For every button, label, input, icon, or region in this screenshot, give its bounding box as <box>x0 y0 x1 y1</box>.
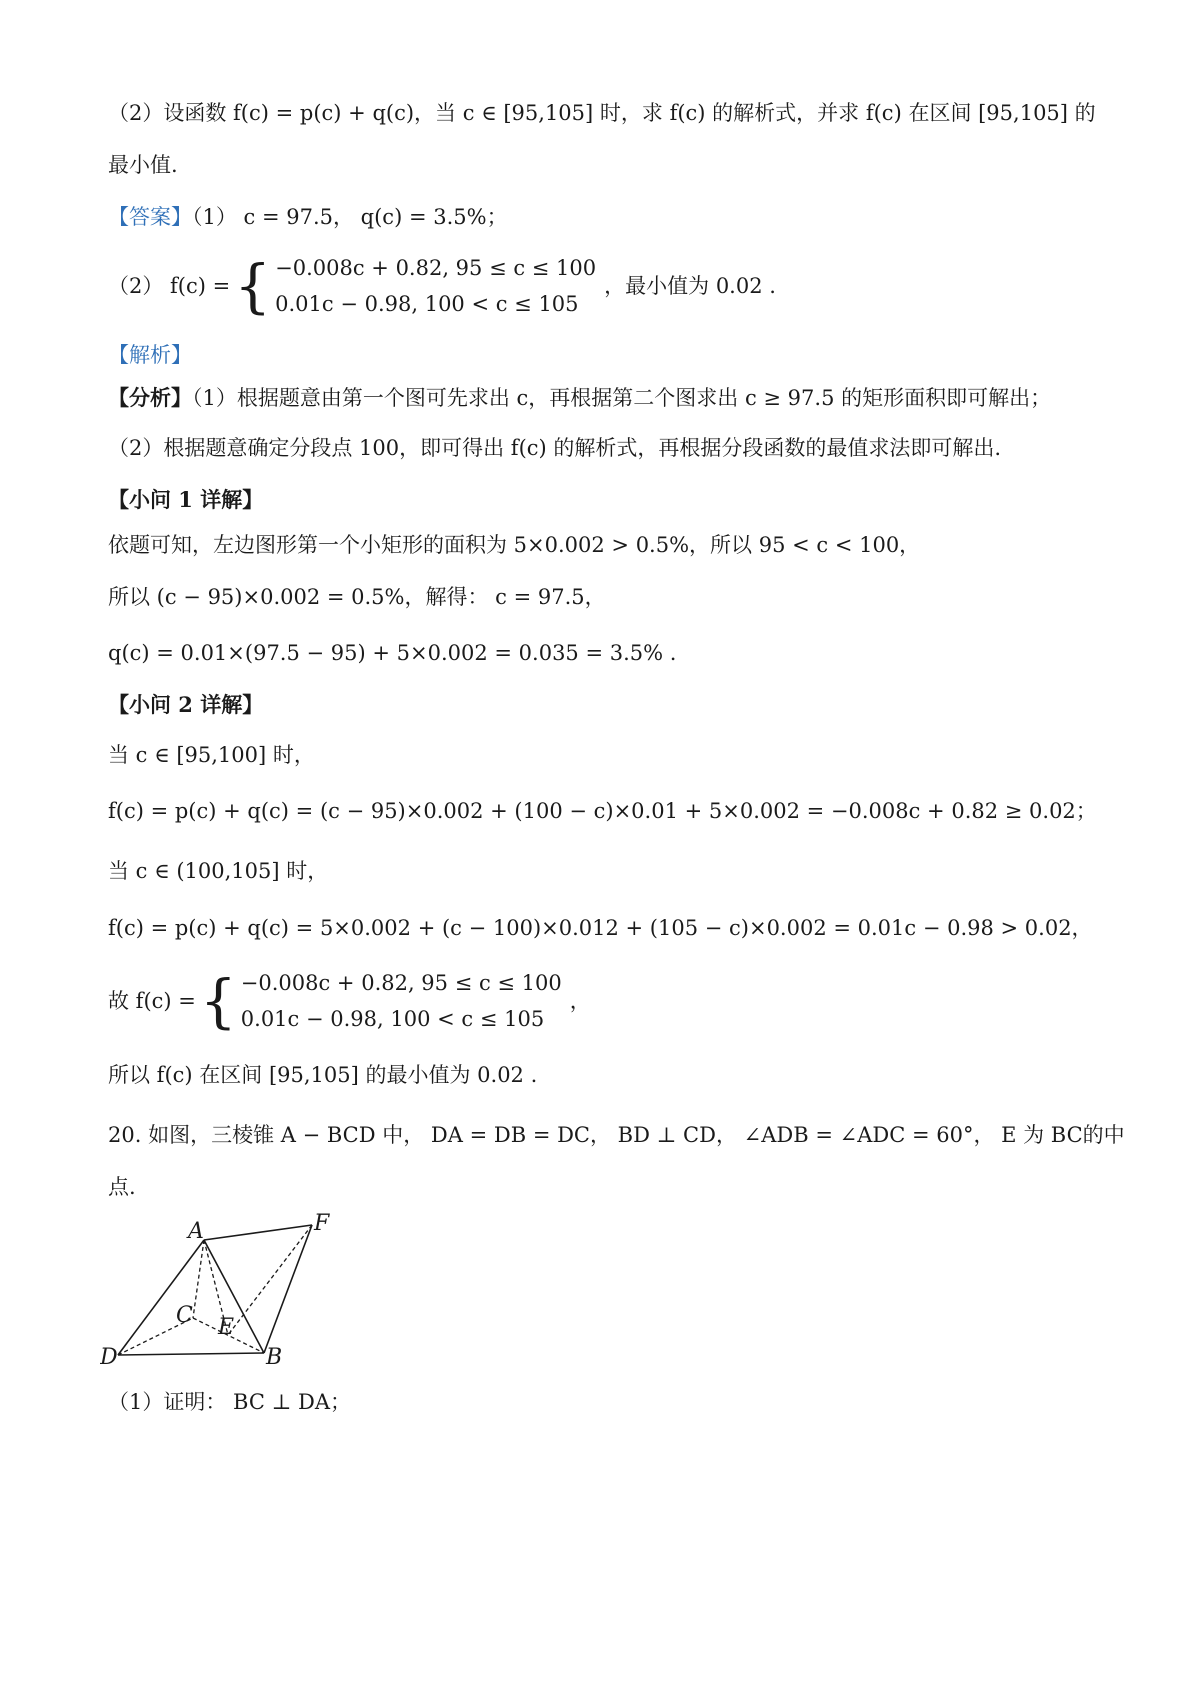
tetrahedron-figure <box>100 1210 360 1380</box>
answer-tag: 【答案】 <box>108 205 192 229</box>
conclusion-line: 所以 f(c) 在区间 [95,105] 的最小值为 0.02 . <box>108 1063 538 1087</box>
label-D: D <box>100 1345 118 1370</box>
gu-case-1: −0.008c + 0.82, 95 ≤ c ≤ 100 <box>240 971 562 995</box>
sub1-line3: q(c) = 0.01×(97.5 − 95) + 5×0.002 = 0.035 = 3.5% . <box>108 641 677 665</box>
answer2-suffix: ，最小值为 0.02 . <box>604 274 776 298</box>
q2-text-line2: 最小值. <box>108 153 178 177</box>
fenxi-text1: （1）根据题意由第一个图可先求出 c，再根据第二个图求出 c ≥ 97.5 的矩形面积即可解出； <box>192 386 1052 410</box>
gu-prefix: 故 f(c) = <box>108 989 196 1013</box>
q20-part1: （1）证明： BC ⊥ DA； <box>108 1390 352 1414</box>
label-B: B <box>266 1345 283 1370</box>
answer-line2 <box>108 250 776 322</box>
q2-text-line1: （2）设函数 f(c) = p(c) + q(c)，当 c ∈ [95,105] 时，求 f(c) 的解析式，并求 f(c) 在区间 [95,105] 的 <box>108 101 1096 125</box>
left-brace-2: { <box>199 967 237 1035</box>
label-E: E <box>218 1315 235 1340</box>
sub2-line3: 当 c ∈ (100,105] 时， <box>108 859 329 883</box>
case-2: 0.01c − 0.98, 100 < c ≤ 105 <box>275 292 579 316</box>
edge-FE <box>228 1225 312 1335</box>
sub2-line2: f(c) = p(c) + q(c) = (c − 95)×0.002 + (100 − c)×0.01 + 5×0.002 = −0.008c + 0.82 ≥ 0.02； <box>108 799 1097 823</box>
sub2-line4: f(c) = p(c) + q(c) = 5×0.002 + (c − 100)×0.012 + (105 − c)×0.002 = 0.01c − 0.98 > 0.02， <box>108 916 1093 940</box>
answer-part1: （1） c = 97.5， q(c) = 3.5%； <box>192 205 508 229</box>
sub1-line1: 依题可知，左边图形第一个小矩形的面积为 5×0.002 > 0.5%，所以 95 < c < 100， <box>108 533 921 557</box>
edge-DB <box>118 1353 264 1355</box>
edge-FB <box>264 1225 312 1353</box>
label-C: C <box>176 1303 193 1328</box>
piecewise-cases <box>275 250 596 322</box>
piecewise-cases-2 <box>241 965 562 1037</box>
fenxi-tag: 【分析】 <box>108 385 192 410</box>
edge-AF <box>204 1225 312 1240</box>
case-1: −0.008c + 0.82, 95 ≤ c ≤ 100 <box>275 256 597 280</box>
gu-suffix: ， <box>569 989 591 1013</box>
fenxi-line2: （2）根据题意确定分段点 100，即可得出 f(c) 的解析式，再根据分段函数的最值求法即可解出. <box>108 436 1002 460</box>
sub1-line2: 所以 (c − 95)×0.002 = 0.5%，解得： c = 97.5， <box>108 585 606 609</box>
label-F: F <box>314 1211 330 1236</box>
left-brace: { <box>234 252 272 320</box>
q20-line2: 点. <box>108 1175 136 1199</box>
answer2-prefix: （2） f(c) = <box>108 274 231 298</box>
q20-line1: 20. 如图，三棱锥 A − BCD 中， DA = DB = DC， BD ⊥ CD， ∠ADB = ∠ADC = 60°， E 为 BC的中 <box>108 1123 1125 1147</box>
sub2-line1: 当 c ∈ [95,100] 时， <box>108 743 315 767</box>
gu-line <box>108 965 591 1037</box>
jiexi-tag: 【解析】 <box>108 343 192 367</box>
answer-line1 <box>108 202 508 232</box>
fenxi-line1 <box>108 383 1051 413</box>
sub1-title: 【小问 1 详解】 <box>108 487 264 512</box>
sub2-title: 【小问 2 详解】 <box>108 692 264 717</box>
label-A: A <box>188 1219 204 1244</box>
gu-case-2: 0.01c − 0.98, 100 < c ≤ 105 <box>240 1007 545 1031</box>
edge-AD <box>118 1240 204 1355</box>
